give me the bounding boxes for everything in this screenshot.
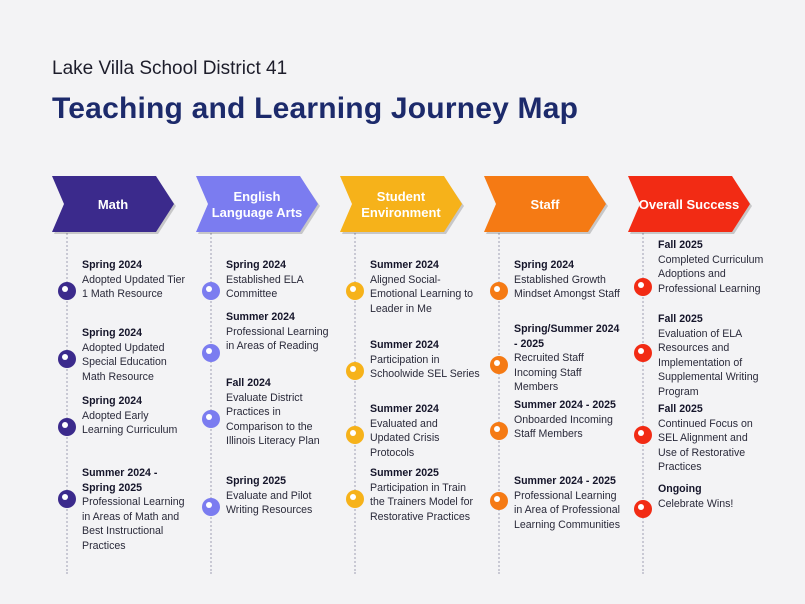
milestone-description: Evaluate District Practices in Comparison to the Illinois Literacy Plan (226, 391, 320, 447)
milestone-description: Completed Curriculum Adoptions and Professional Learning (658, 253, 764, 295)
milestone-date: Spring 2025 (226, 475, 287, 487)
milestone-date: Summer 2024 (370, 339, 439, 351)
milestone-description: Evaluation of ELA Resources and Implementation of Supplemental Writing Program (658, 327, 759, 398)
milestone-text (226, 310, 336, 354)
milestone-description: Evaluated and Updated Crisis Protocols (370, 417, 440, 459)
milestone-date: Spring 2024 (82, 395, 143, 407)
milestone-dot-icon (58, 350, 76, 368)
milestone-text (658, 482, 768, 511)
milestone-description: Professional Learning in Area of Professional Learning Communities (514, 489, 620, 531)
milestone-text (514, 398, 624, 442)
column-4 (628, 176, 766, 596)
milestone-dot-icon (346, 282, 364, 300)
milestone-dot-icon (490, 356, 508, 374)
milestone-dot-icon (346, 426, 364, 444)
milestone-text (82, 394, 192, 438)
milestone-dot-icon (490, 282, 508, 300)
milestone-text (658, 312, 768, 399)
milestone-text (370, 402, 480, 460)
milestone-description: Onboarded Incoming Staff Members (514, 413, 613, 440)
milestone-dot-icon (634, 500, 652, 518)
milestone-description: Professional Learning in Areas of Reading (226, 325, 329, 352)
milestone-date: Summer 2024 (370, 403, 439, 415)
milestone-date: Spring/Summer 2024 - 2025 (514, 323, 620, 350)
milestone-description: Participation in Train the Trainers Model for Restorative Practices (370, 481, 474, 523)
banner-label: Student Environment (361, 189, 441, 220)
milestone-date: Summer 2024 - Spring 2025 (82, 467, 158, 494)
milestone-text (226, 376, 336, 449)
timeline-line (354, 214, 356, 574)
milestone-date: Fall 2025 (658, 403, 703, 415)
milestone-description: Evaluate and Pilot Writing Resources (226, 489, 313, 516)
milestone-dot-icon (490, 492, 508, 510)
milestone-description: Continued Focus on SEL Alignment and Use of Restorative Practices (658, 417, 753, 473)
milestone-dot-icon (202, 410, 220, 428)
milestone-description: Aligned Social-Emotional Learning to Leader in Me (370, 273, 474, 315)
milestone-date: Fall 2024 (226, 377, 271, 389)
milestone-date: Spring 2024 (226, 259, 287, 271)
milestone-text (226, 258, 336, 302)
milestone-dot-icon (58, 418, 76, 436)
milestone-dot-icon (346, 490, 364, 508)
milestone-date: Fall 2025 (658, 239, 703, 251)
column-banner (628, 176, 754, 234)
milestone-dot-icon (202, 344, 220, 362)
milestone-dot-icon (490, 422, 508, 440)
milestone-date: Spring 2024 (82, 327, 143, 339)
milestone-dot-icon (58, 282, 76, 300)
district-name: Lake Villa School District 41 (52, 58, 288, 79)
milestone-text (370, 338, 480, 382)
milestone-dot-icon (202, 498, 220, 516)
milestone-date: Summer 2024 - 2025 (514, 475, 616, 487)
timeline-line (642, 214, 644, 574)
column-2 (340, 176, 478, 596)
milestone-description: Established ELA Committee (226, 273, 304, 300)
milestone-description: Established Growth Mindset Amongst Staff (514, 273, 620, 300)
milestone-dot-icon (202, 282, 220, 300)
milestone-description: Recruited Staff Incoming Staff Members (514, 352, 584, 393)
milestone-description: Adopted Updated Special Education Math Resource (82, 341, 167, 383)
milestone-description: Adopted Early Learning Curriculum (82, 409, 178, 436)
column-banner (484, 176, 610, 234)
milestone-description: Celebrate Wins! (658, 497, 734, 510)
page-title: Teaching and Learning Journey Map (52, 92, 579, 125)
column-0 (52, 176, 190, 596)
milestone-text (514, 322, 624, 395)
milestone-date: Spring 2024 (514, 259, 575, 271)
column-banner (52, 176, 178, 234)
milestone-text (514, 258, 624, 302)
milestone-text (514, 474, 624, 532)
timeline-line (210, 214, 212, 574)
milestone-text (226, 474, 336, 518)
milestone-description: Adopted Updated Tier 1 Math Resource (82, 273, 186, 300)
column-banner (340, 176, 466, 234)
milestone-description: Professional Learning in Areas of Math and Best Instructional Practices (82, 496, 185, 552)
milestone-date: Spring 2024 (82, 259, 143, 271)
milestone-text (658, 402, 768, 475)
milestone-date: Summer 2024 - 2025 (514, 399, 616, 411)
timeline-line (66, 214, 68, 574)
banner-label: Math (97, 197, 129, 213)
milestone-text (82, 466, 192, 553)
timeline-line (498, 214, 500, 574)
milestone-date: Summer 2025 (370, 467, 439, 479)
milestone-dot-icon (634, 426, 652, 444)
milestone-dot-icon (634, 278, 652, 296)
milestone-text (82, 258, 192, 302)
banner-label: Staff (530, 197, 560, 213)
milestone-date: Summer 2024 (226, 311, 295, 323)
column-banner (196, 176, 322, 234)
milestone-text (658, 238, 768, 296)
milestone-date: Fall 2025 (658, 313, 703, 325)
milestone-dot-icon (346, 362, 364, 380)
milestone-dot-icon (58, 490, 76, 508)
milestone-text (82, 326, 192, 384)
banner-label: Overall Success (638, 197, 740, 213)
milestone-dot-icon (634, 344, 652, 362)
milestone-description: Participation in Schoolwide SEL Series (370, 353, 480, 380)
milestone-text (370, 466, 480, 524)
column-3 (484, 176, 622, 596)
milestone-text (370, 258, 480, 316)
milestone-date: Summer 2024 (370, 259, 439, 271)
milestone-date: Ongoing (658, 483, 702, 495)
banner-label: English Language Arts (211, 189, 303, 220)
column-1 (196, 176, 334, 596)
